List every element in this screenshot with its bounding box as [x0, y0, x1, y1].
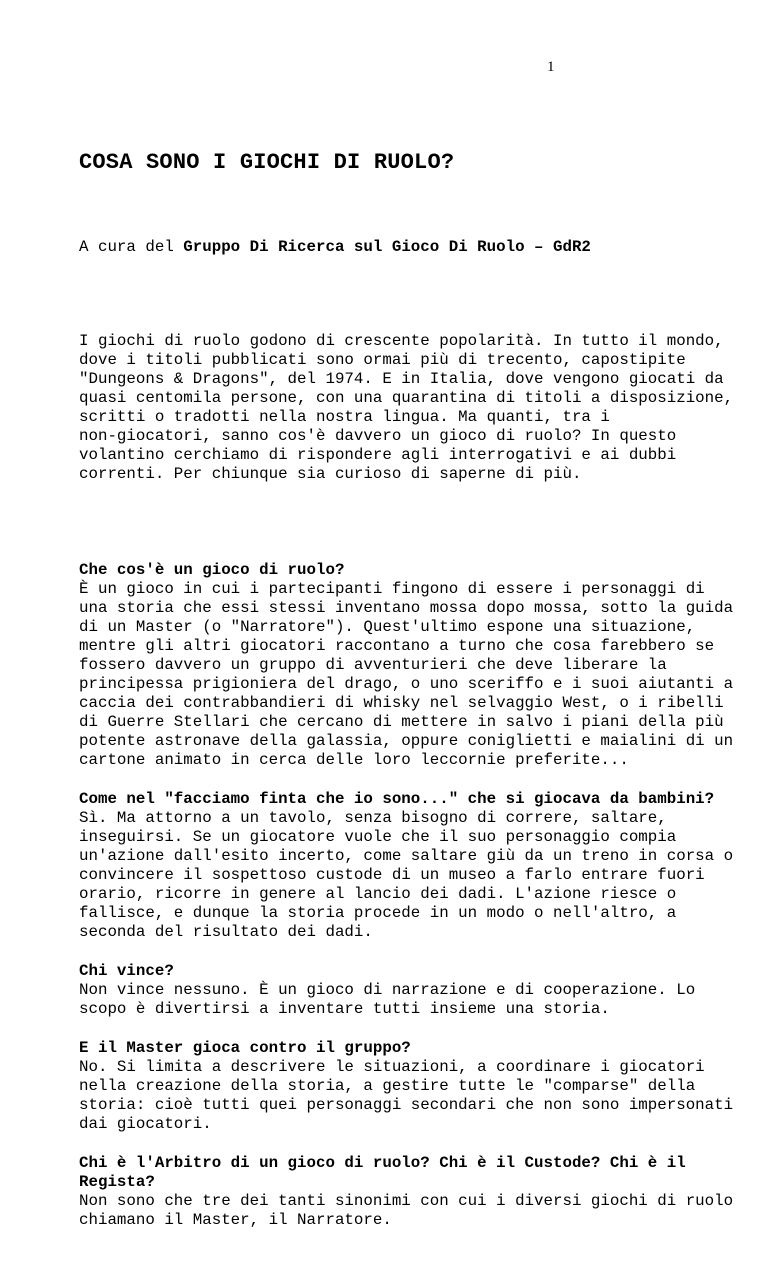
- faq-answer-line: un'azione dall'esito incerto, come saltare giù da un treno in corsa o: [79, 847, 734, 865]
- faq-answer-line: una storia che essi stessi inventano mossa dopo mossa, sotto la guida: [79, 599, 734, 617]
- faq-item: [79, 1039, 734, 1134]
- faq-answer-line: storia: cioè tutti quei personaggi secondari che non sono impersonati: [79, 1096, 734, 1114]
- intro-line: volantino cerchiamo di rispondere agli interrogativi e ai dubbi: [79, 446, 677, 464]
- faq-answer-line: No. Si limita a descrivere le situazioni, a coordinare i giocatori: [79, 1058, 705, 1076]
- intro-line: I giochi di ruolo godono di crescente popolarità. In tutto il mondo,: [79, 332, 724, 350]
- faq-answer-line: È un gioco in cui i partecipanti fingono di essere i personaggi di: [79, 580, 705, 598]
- faq-answer-line: convincere il sospettoso custode di un museo a farlo entrare fuori: [79, 866, 705, 884]
- faq-question: Regista?: [79, 1173, 155, 1191]
- faq-answer-line: nella creazione della storia, a gestire tutte le "comparse" della: [79, 1077, 696, 1095]
- faq-answer-line: di Guerre Stellari che cercano di mettere in salvo i piani della più: [79, 713, 724, 731]
- faq-answer-line: dai giocatori.: [79, 1115, 212, 1133]
- faq-answer-line: di un Master (o "Narratore"). Quest'ultimo espone una situazione,: [79, 618, 696, 636]
- document-title: COSA SONO I GIOCHI DI RUOLO?: [79, 150, 455, 175]
- faq-question: Chi è l'Arbitro di un gioco di ruolo? Chi è il Custode? Chi è il: [79, 1154, 686, 1172]
- subtitle-author: Gruppo Di Ricerca sul Gioco Di Ruolo – GdR2: [183, 238, 591, 256]
- faq-question: E il Master gioca contro il gruppo?: [79, 1039, 411, 1057]
- faq-answer-line: fossero davvero un gruppo di avventurieri che deve liberare la: [79, 656, 667, 674]
- document-subtitle: [79, 238, 719, 257]
- faq-answer-line: Sì. Ma attorno a un tavolo, senza bisogno di correre, saltare,: [79, 809, 667, 827]
- faq-sections: [79, 561, 734, 1230]
- faq-answer-line: caccia dei contrabbandieri di whisky nel selvaggio West, o i ribelli: [79, 694, 724, 712]
- faq-item: [79, 1154, 734, 1230]
- faq-answer-line: cartone animato in cerca delle loro leccornie preferite...: [79, 751, 629, 769]
- page-number: 1: [547, 59, 555, 75]
- intro-line: dove i titoli pubblicati sono ormai più di trecento, capostipite: [79, 351, 686, 369]
- intro-line: correnti. Per chiunque sia curioso di saperne di più.: [79, 465, 582, 483]
- intro-line: quasi centomila persone, con una quarantina di titoli a disposizione,: [79, 389, 734, 407]
- faq-answer-line: seconda del risultato dei dadi.: [79, 923, 373, 941]
- subtitle-prefix: A cura del: [79, 238, 184, 256]
- faq-item: [79, 962, 719, 1019]
- faq-answer-line: principessa prigioniera del drago, o uno sceriffo e i suoi aiutanti a: [79, 675, 734, 693]
- faq-item: [79, 561, 734, 770]
- faq-answer-line: chiamano il Master, il Narratore.: [79, 1211, 392, 1229]
- faq-answer-line: fallisce, e dunque la storia procede in un modo o nell'altro, a: [79, 904, 677, 922]
- faq-answer-line: scopo è divertirsi a inventare tutti insieme una storia.: [79, 1000, 610, 1018]
- document-body: [79, 112, 734, 1268]
- faq-question: Come nel "facciamo finta che io sono..." che si giocava da bambini?: [79, 790, 715, 808]
- intro-paragraph: [79, 332, 734, 484]
- faq-answer-line: inseguirsi. Se un giocatore vuole che il suo personaggio compia: [79, 828, 677, 846]
- intro-line: scritti o tradotti nella nostra lingua. Ma quanti, tra i: [79, 408, 610, 426]
- faq-item: [79, 790, 734, 942]
- intro-line: "Dungeons & Dragons", del 1974. E in Italia, dove vengono giocati da: [79, 370, 724, 388]
- faq-answer-line: Non sono che tre dei tanti sinonimi con cui i diversi giochi di ruolo: [79, 1192, 734, 1210]
- faq-answer-line: Non vince nessuno. È un gioco di narrazione e di cooperazione. Lo: [79, 981, 696, 999]
- faq-answer-line: mentre gli altri giocatori raccontano a turno che cosa farebbero se: [79, 637, 715, 655]
- faq-answer-line: potente astronave della galassia, oppure coniglietti e maialini di un: [79, 732, 734, 750]
- faq-answer-line: orario, ricorre in genere al lancio dei dadi. L'azione riesce o: [79, 885, 677, 903]
- faq-question: Che cos'è un gioco di ruolo?: [79, 561, 345, 579]
- intro-line: non-giocatori, sanno cos'è davvero un gioco di ruolo? In questo: [79, 427, 677, 445]
- faq-question: Chi vince?: [79, 962, 174, 980]
